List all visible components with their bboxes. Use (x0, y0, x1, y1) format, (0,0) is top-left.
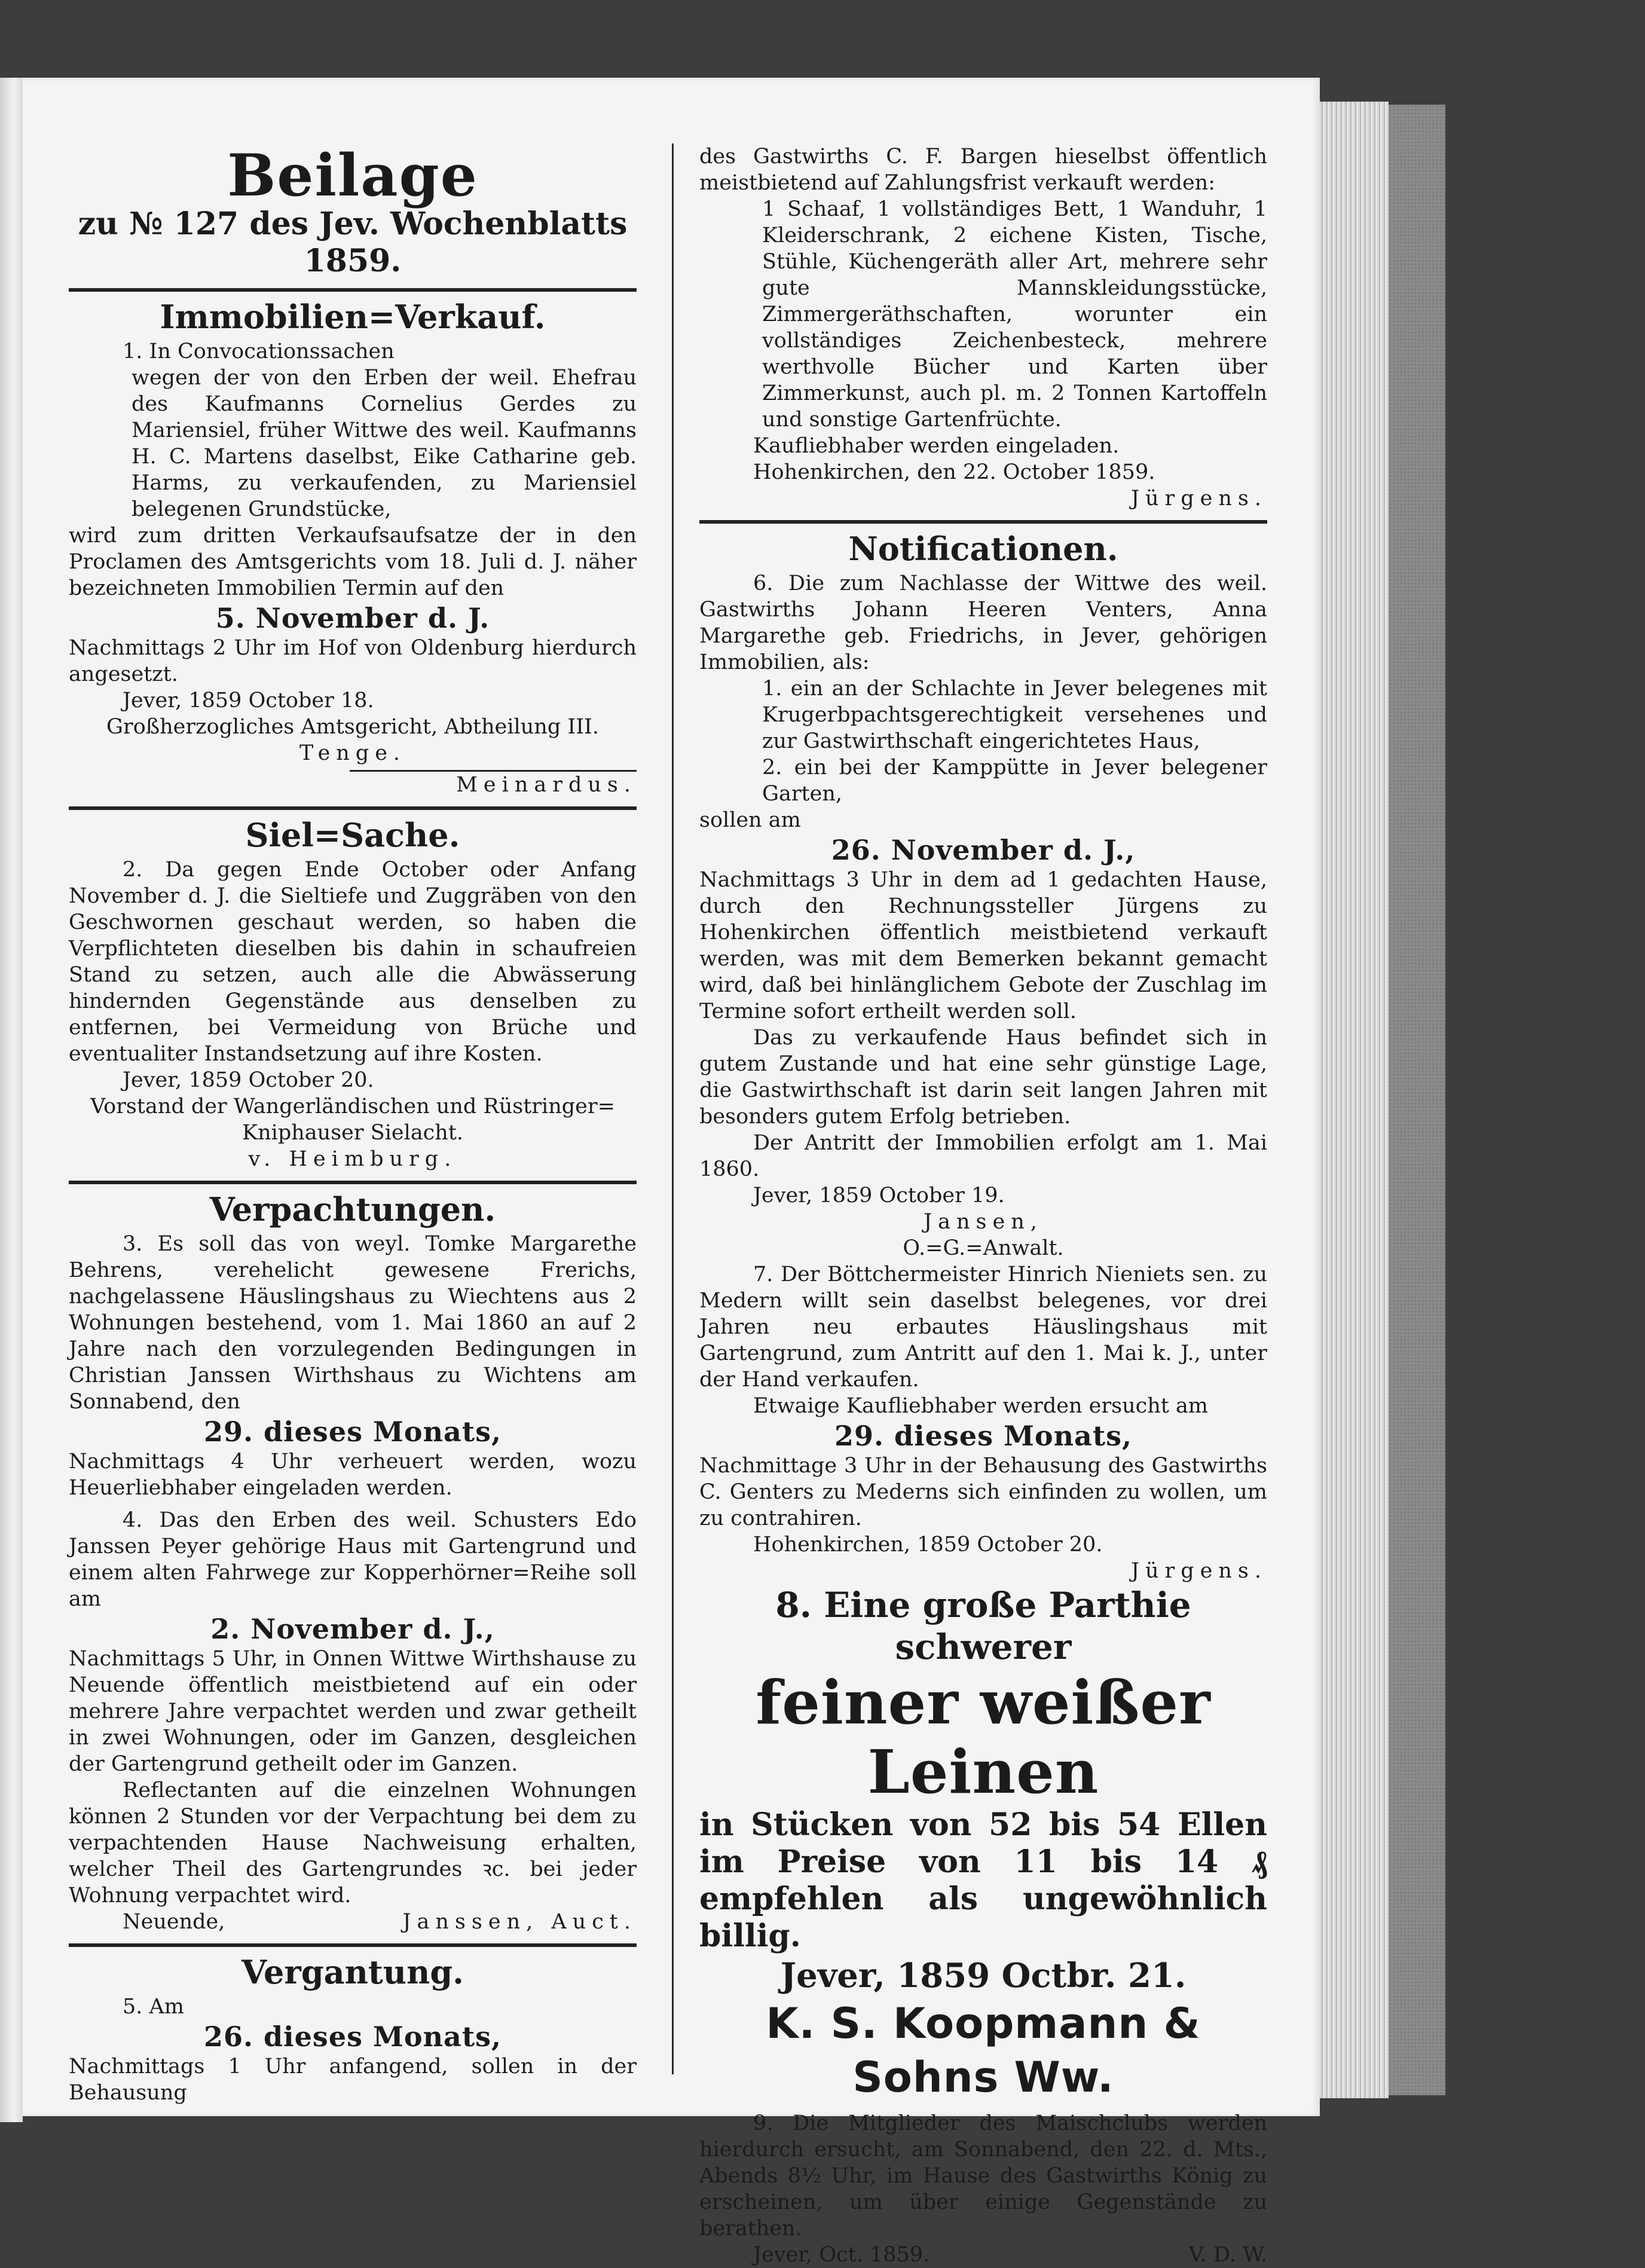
notice-date: 2. November d. J., (210, 1613, 495, 1645)
notice-date: 5. November d. J. (215, 602, 490, 634)
notice-authority: Kniphauser Sielacht. (241, 1121, 464, 1145)
notice-text: Nachmittags 3 Uhr in dem ad 1 gedachten Hause, durch den Rechnungssteller Jürgens zu Hohenkirchen öffentlich meistbietend verkauft werden, was mit dem Bemerken bekannt gemacht wird, daß bei hinlänglichem Gebote der Zuschlag im Termine sofort ertheilt werden soll. (699, 868, 1267, 1023)
notice-text: 9. Die Mitglieder des Maischclubs werden hierdurch ersucht, am Sonnabend, den 22. d. Mts., Abends 8½ Uhr, im Hause des Gastwirths König zu erscheinen, um über einige Gegenstände zu berathen. (699, 2111, 1267, 2241)
notice-text: Reflectanten auf die einzelnen Wohnungen können 2 Stunden vor der Verpachtung bei dem zu verpachtenden Hause Nachweisung erhalten, welcher Theil des Gartengrundes ꝛc. bei jeder Wohnung verpachtet wird. (69, 1778, 637, 1908)
notice-text: des Gastwirths C. F. Bargen hieselbst öffentlich meistbietend auf Zahlungsfrist verkauft werden: (699, 145, 1267, 195)
notice-text: Nachmittags 2 Uhr im Hof von Oldenburg hierdurch angesetzt. (69, 636, 637, 686)
signature: v. Heimburg. (248, 1147, 457, 1171)
notice-text: 7. Der Böttchermeister Hinrich Nieniets sen. zu Medern willt sein daselbst belegenes, vor drei Jahren neu erbautes Häuslingshaus mit Gartengrund, zum Antritt auf den 1. Mai k. J., unter der Hand verkaufen. (699, 1263, 1267, 1392)
notice-text: 2. Da gegen Ende October oder Anfang November d. J. die Sieltiefe und Zuggräben von den Geschwornen geschaut werden, so haben die Verpflichteten dieselben bis dahin in schaufreien Stand zu setzen, auch alle die Abwässerung hindernden Gegenstände aus denselben zu entfernen, bei Vermeidung von Brüche und eventualiter Instandsetzung auf ihre Kosten. (69, 858, 637, 1066)
header-rule (69, 288, 637, 292)
notice-place: Jever, 1859 October 20. (123, 1068, 374, 1092)
notice-place: Hohenkirchen, 1859 October 20. (753, 1533, 1103, 1557)
notice-text: sollen am (699, 808, 801, 832)
section-heading-verpachtungen: Verpachtungen. (209, 1190, 496, 1228)
notice-place: Jever, Oct. 1859. (753, 2243, 930, 2267)
notice-text: Das zu verkaufende Haus befindet sich in gutem Zustande und hat eine sehr günstige Lage, die Gastwirthschaft ist darin seit langen Jahren mit besonders gutem Erfolg betrieben. (699, 1026, 1267, 1129)
signature: Jürgens. (1130, 487, 1267, 511)
notice-place: Hohenkirchen, den 22. October 1859. (753, 460, 1155, 484)
notice-date: 26. dieses Monats, (203, 2021, 502, 2053)
page-title: Beilage (227, 142, 478, 209)
notice-text: wird zum dritten Verkaufsaufsatze der in den Proclamen des Amtsgerichts vom 18. Juli d. J. näher bezeichneten Immobilien Termin auf den (69, 524, 637, 600)
advert-text: in Stücken von 52 bis 54 Ellen im Preise von 11 bis 14 ₰ empfehlen als ungewöhnlich billig. (699, 1807, 1267, 1954)
column-divider (672, 143, 674, 2074)
advert-line: 8. Eine große Parthie schwerer (775, 1585, 1191, 1667)
left-column (69, 142, 637, 2105)
notice-text: Etwaige Kaufliebhaber werden ersucht am (753, 1394, 1208, 1418)
notice-date: 29. dieses Monats, (203, 1416, 502, 1448)
signature: Tenge. (299, 741, 406, 765)
page-subtitle: zu № 127 des Jev. Wochenblatts 1859. (78, 206, 628, 279)
advert-headline: feiner weißer Leinen (756, 1667, 1211, 1807)
signature: V. D. W. (1188, 2243, 1267, 2267)
notice-place: Jever, 1859 October 18. (123, 689, 374, 713)
notice-text: 3. Es soll das von weyl. Tomke Margarethe Behrens, verehelicht gewesene Frerichs, nachgelassene Häuslingshaus zu Wiechtens aus 2 Wohnungen bestehend, vom 1. Mai 1860 an auf 2 Jahre nach den vorzulegenden Bedingungen in Christian Janssen Wirthshaus zu Wichtens am Sonnabend, den (69, 1232, 637, 1414)
notice-text: Nachmittags 5 Uhr, in Onnen Wittwe Wirthshause zu Neuende öffentlich meistbietend auf ein oder mehrere Jahre verpachtet werden und zwar getheilt in zwei Wohnungen, oder im Ganzen, desgleichen der Gartengrund getheilt oder im Ganzen. (69, 1647, 637, 1776)
notice-text: 5. Am (123, 1995, 184, 2019)
notice-text: Nachmittags 4 Uhr verheuert werden, wozu Heuerliebhaber eingeladen werden. (69, 1450, 637, 1500)
notice-text: wegen der von den Erben der weil. Ehefrau des Kaufmanns Cornelius Gerdes zu Mariensiel, früher Wittwe des weil. Kaufmanns H. C. Martens daselbst, Eike Catharine geb. Harms, zu verkaufenden, zu Mariensiel belegenen Grundstücke, (132, 366, 637, 521)
notice-list-item: 2. ein bei der Kamppütte in Jever belegener Garten, (762, 756, 1267, 806)
notice-date: 29. dieses Monats, (834, 1420, 1133, 1452)
section-rule (69, 1181, 637, 1184)
notice-place-signature (699, 2242, 1267, 2268)
section-rule (699, 520, 1267, 524)
section-rule (69, 806, 637, 810)
signature: Jansen, (924, 1210, 1043, 1234)
right-column (699, 143, 1267, 2267)
notice-authority: Großherzogliches Amtsgericht, Abtheilung III. (106, 715, 599, 739)
signature-title: O.=G.=Anwalt. (903, 1236, 1064, 1260)
notice-text: 6. Die zum Nachlasse der Wittwe des weil. Gastwirths Johann Heeren Venters, Anna Margarethe geb. Friedrichs, in Jever, gehörigen Immobilien, als: (699, 571, 1267, 674)
book-cover (1389, 105, 1445, 2095)
page-block-edge (1320, 102, 1389, 2098)
section-heading-siel: Siel=Sache. (245, 816, 460, 854)
section-heading-vergantung: Vergantung. (241, 1953, 464, 1991)
notice-place: Jever, 1859 October 19. (753, 1184, 1005, 1208)
notice-list-item: 1. ein an der Schlachte in Jever belegenes mit Krugerbpachtsgerechtigkeit versehenes und zur Gastwirthschaft eingerichtetes Haus, (762, 677, 1267, 753)
notice-list: 1 Schaaf, 1 vollständiges Bett, 1 Wanduhr, 1 Kleiderschrank, 2 eichene Kisten, Tische, Stühle, Küchengeräth aller Art, mehrere sehr gute Mannskleidungsstücke, Zimmergeräthschaften, worunter ein vollständiges Zeichenbesteck, mehrere werthvolle Bücher und Karten über Zimmerkunst, auch pl. m. 2 Tonnen Kartoffeln und sonstige Gartenfrüchte. (762, 197, 1267, 432)
notice-text: 1. In Convocationssachen (123, 340, 395, 363)
notice-text: Nachmittags 1 Uhr anfangend, sollen in der Behausung (69, 2055, 637, 2105)
notice-place: Neuende, (123, 1910, 225, 1934)
notice-place-signature (69, 1909, 637, 1935)
advert-date: Jever, 1859 Octbr. 21. (780, 1956, 1187, 1995)
notice-text: Kaufliebhaber werden eingeladen. (753, 434, 1120, 458)
left-page-edge (0, 78, 23, 2122)
signature: Jürgens. (1130, 1559, 1267, 1583)
notice-text: Der Antritt der Immobilien erfolgt am 1. Mai 1860. (699, 1131, 1267, 1181)
section-heading-notificationen: Notificationen. (848, 530, 1118, 568)
notice-authority: Vorstand der Wangerländischen und Rüstringer= (90, 1095, 615, 1118)
advert-firm: K. S. Koopmann & Sohns Ww. (766, 1999, 1201, 2102)
notice-text: 4. Das den Erben des weil. Schusters Edo Janssen Peyer gehörige Haus mit Gartengrund und einem alten Fahrwege zur Kopperhörner=Reihe soll am (69, 1508, 637, 1611)
signature: Janssen, Auct. (402, 1910, 637, 1934)
notice-date: 26. November d. J., (831, 834, 1136, 866)
section-heading-immobilien: Immobilien=Verkauf. (160, 298, 546, 336)
signature: Meinardus. (456, 773, 637, 797)
notice-text: Nachmittage 3 Uhr in der Behausung des Gastwirths C. Genters zu Mederns sich einfinden zu wollen, um zu contrahiren. (699, 1454, 1267, 1530)
section-rule (69, 1943, 637, 1947)
